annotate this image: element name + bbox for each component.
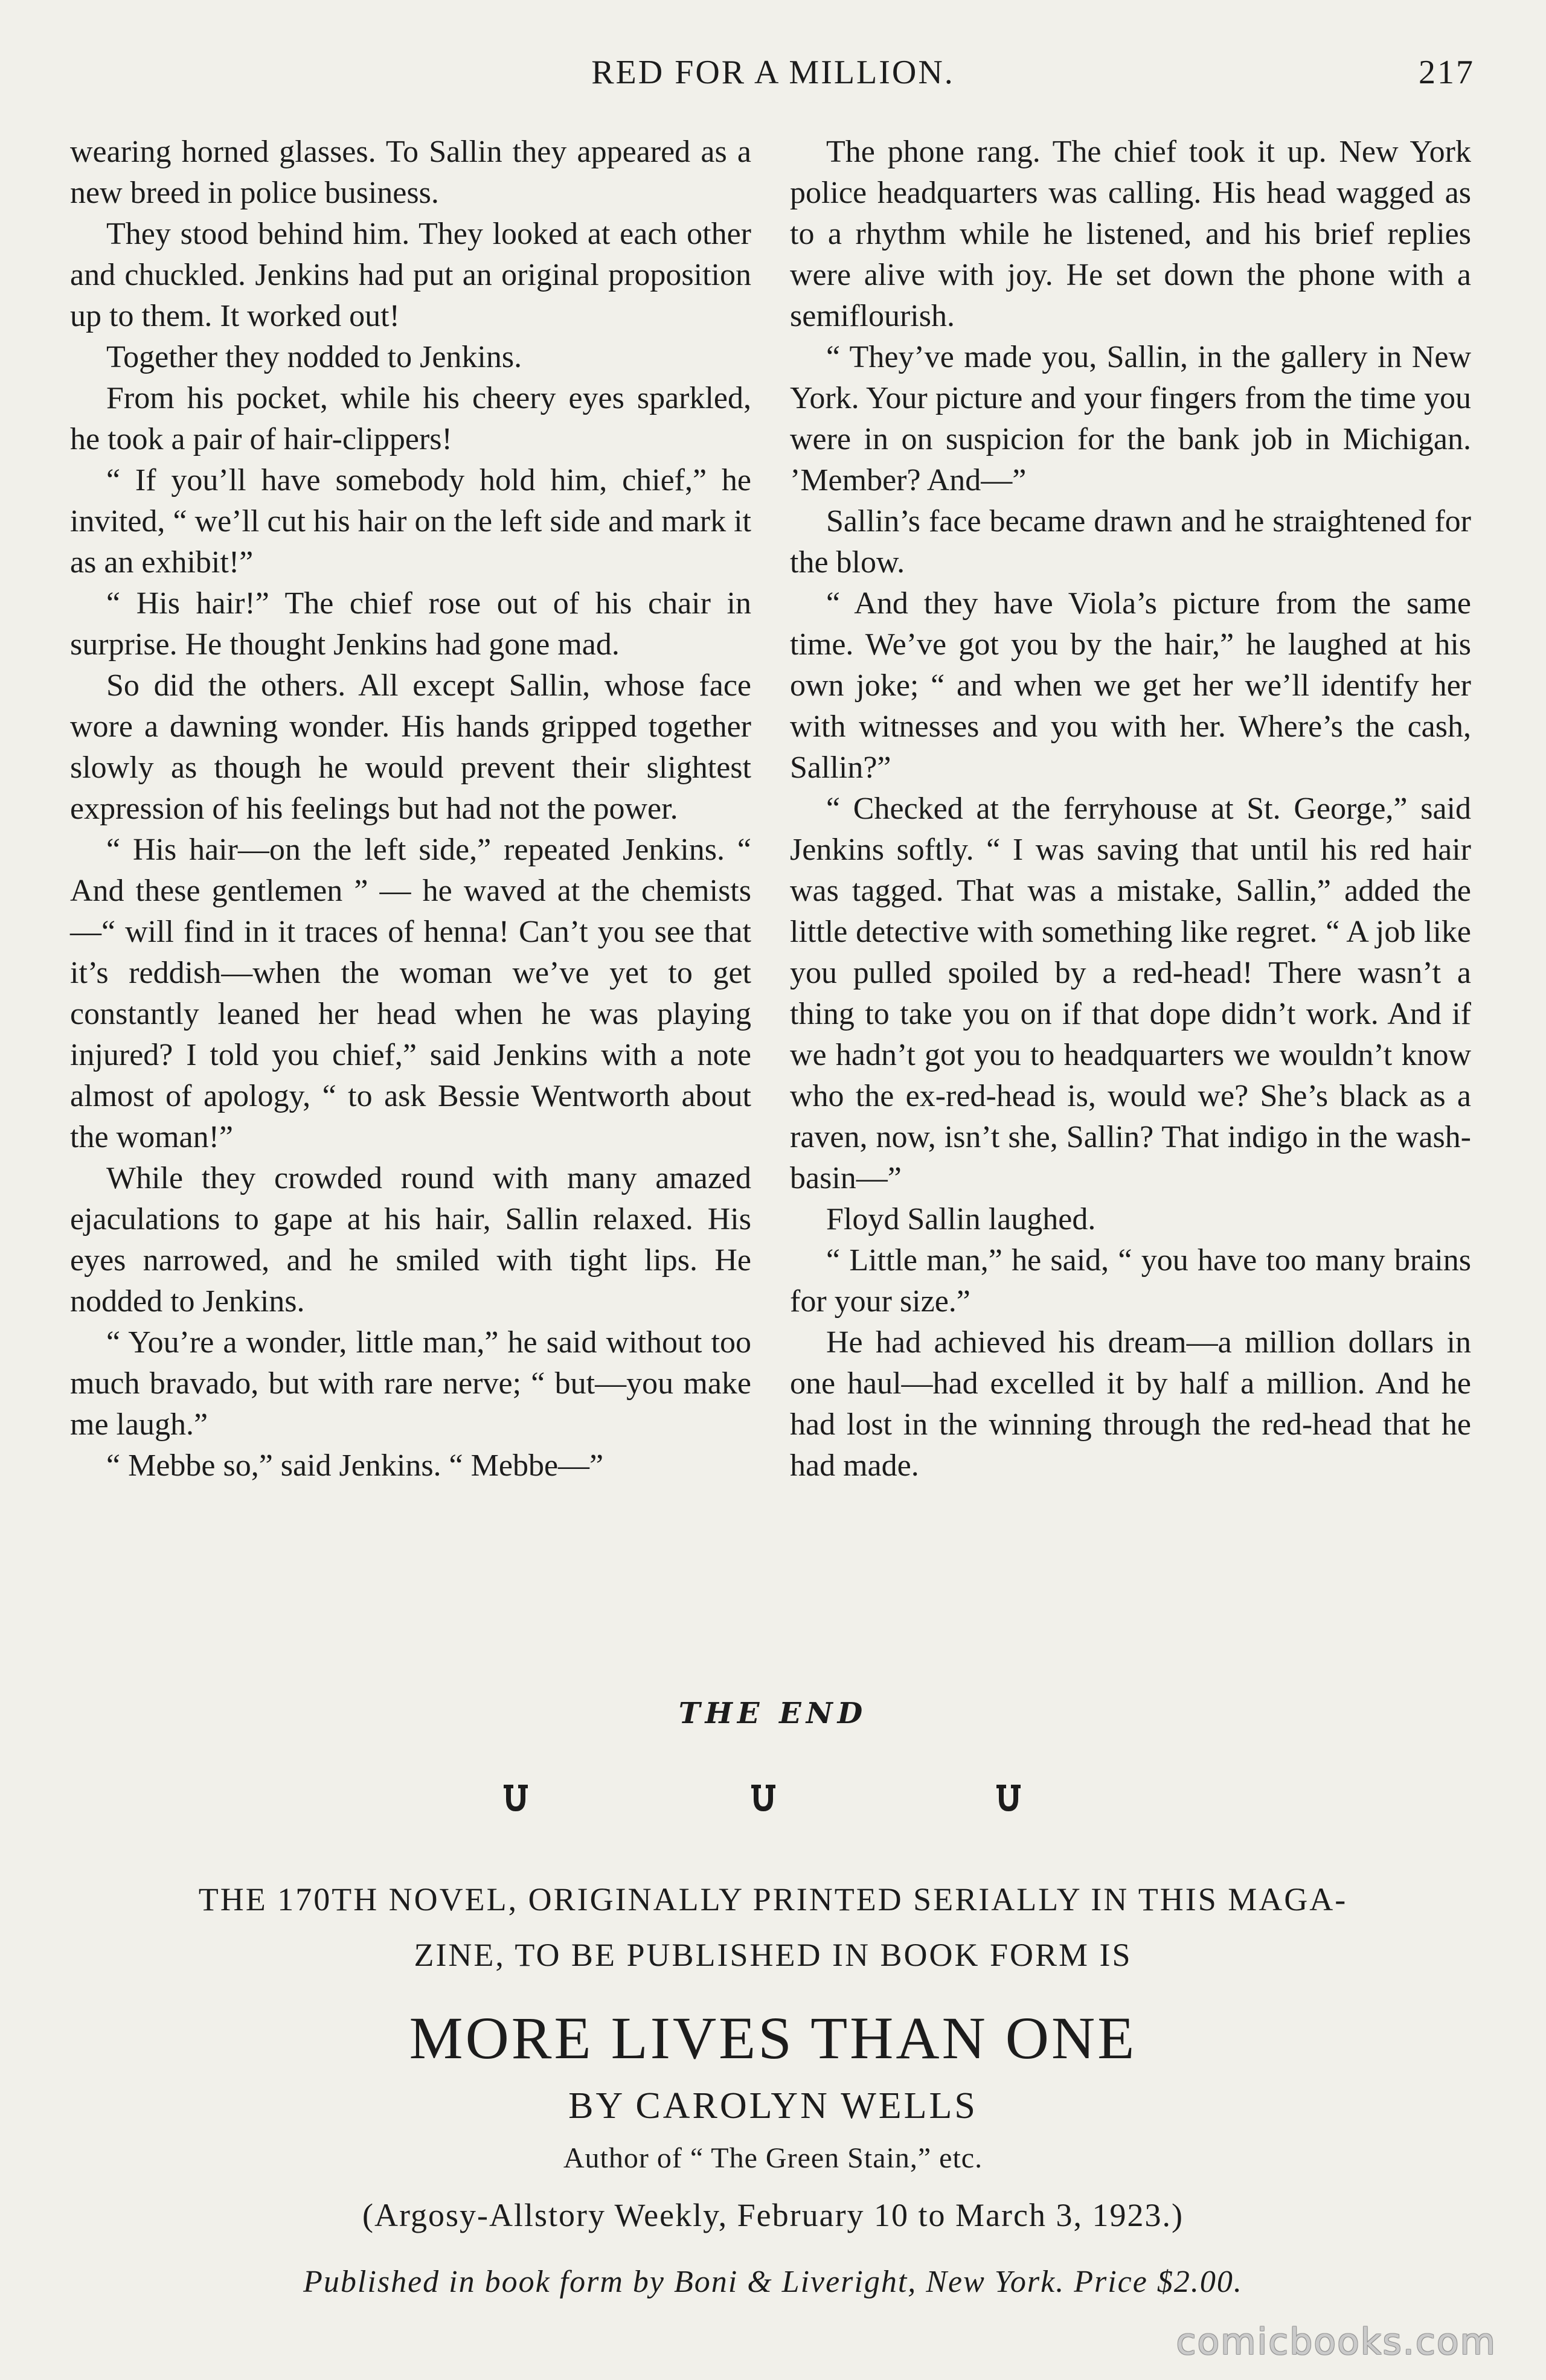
paragraph: “ Little man,” he said, “ you have too many brains for your size.” bbox=[790, 1243, 1471, 1319]
paragraph: The phone rang. The chief took it up. New York police headquarters was calling. His head wagged as to a rhythm while he listened, and his brief replies were alive with joy. He set down the phone with a semiflourish. bbox=[790, 135, 1471, 333]
left-column bbox=[70, 132, 751, 1486]
paragraph: While they crowded round with many amazed ejaculations to gape at his hair, Sallin relaxed. His eyes narrowed, and he smiled with tight lips. He nodded to Jenkins. bbox=[70, 1161, 751, 1319]
paragraph: “ Mebbe so,” said Jenkins. “ Mebbe—” bbox=[106, 1448, 604, 1483]
paragraph: He had achieved his dream—a million dollars in one haul—had excelled it by half a million. And he had lost in the winning through the red-head that he had made. bbox=[790, 1325, 1471, 1483]
horseshoe-icon bbox=[745, 1781, 781, 1817]
announcement-line-2: ZINE, TO BE PUBLISHED IN BOOK FORM IS bbox=[414, 1937, 1132, 1973]
horseshoe-icon bbox=[990, 1781, 1027, 1817]
announcement bbox=[0, 1872, 1546, 1983]
paragraph: Sallin’s face became drawn and he straightened for the blow. bbox=[790, 504, 1471, 580]
story-columns bbox=[70, 132, 1476, 1697]
paragraph: They stood behind him. They looked at each other and chuckled. Jenkins had put an original proposition up to them. It worked out! bbox=[70, 217, 751, 333]
paragraph: “ Checked at the ferryhouse at St. George,” said Jenkins softly. “ I was saving that until his red hair was tagged. That was a mistake, Sallin,” added the little detective with something like regret. “ A job like you pulled spoiled by a red-head! There wasn’t a thing to take you on if that dope didn’t work. And if we hadn’t got you to headquarters we wouldn’t know who the ex-red-head is, would we? She’s black as a raven, now, isn’t she, Sallin? That indigo in the wash-basin—” bbox=[790, 792, 1471, 1195]
watermark: comicbooks.com bbox=[1176, 2321, 1496, 2363]
running-head bbox=[71, 53, 1475, 101]
book-title: MORE LIVES THAN ONE bbox=[409, 2004, 1137, 2071]
announcement-line-1: THE 170TH NOVEL, ORIGINALLY PRINTED SERIALLY IN THIS MAGA- bbox=[198, 1881, 1348, 1918]
book-serial-dates: (Argosy-Allstory Weekly, February 10 to March 3, 1923.) bbox=[362, 2197, 1184, 2233]
page-number: 217 bbox=[1419, 54, 1475, 91]
paragraph: From his pocket, while his cheery eyes sparkled, he took a pair of hair-clippers! bbox=[70, 381, 751, 456]
the-end-heading: THE END bbox=[678, 1697, 868, 1730]
horseshoe-icon bbox=[498, 1781, 534, 1817]
paragraph: Floyd Sallin laughed. bbox=[826, 1202, 1096, 1236]
paragraph: wearing horned glasses. To Sallin they appeared as a new breed in police business. bbox=[70, 135, 751, 210]
paragraph: So did the others. All except Sallin, whose face wore a dawning wonder. His hands gripped together slowly as though he would prevent their slightest expression of his feelings but had not the power. bbox=[70, 668, 751, 826]
paragraph: “ His hair!” The chief rose out of his chair in surprise. He thought Jenkins had gone mad. bbox=[70, 586, 751, 662]
book-publisher: Published in book form by Boni & Liveright, New York. Price $2.00. bbox=[303, 2265, 1243, 2299]
paragraph: Together they nodded to Jenkins. bbox=[106, 340, 522, 374]
right-column bbox=[790, 132, 1471, 1486]
book-author: BY CAROLYN WELLS bbox=[568, 2085, 978, 2126]
paragraph: “ You’re a wonder, little man,” he said without too much bravado, but with rare nerve; “ but—you make me laugh.” bbox=[70, 1325, 751, 1442]
paragraph: “ His hair—on the left side,” repeated Jenkins. “ And these gentlemen ” — he waved at the chemists—“ will find in it traces of henna! Can’t you see that it’s reddish—when the woman we’ve yet to get constantly leaned her head when he was playing injured? I told you chief,” said Jenkins with a note almost of apology, “ to ask Bessie Wentworth about the woman!” bbox=[70, 833, 751, 1154]
ornament-row bbox=[0, 1781, 1546, 1829]
paragraph: “ And they have Viola’s picture from the same time. We’ve got you by the hair,” he laughed at his own joke; “ and when we get her we’ll identify her with witnesses and you with her. Where’s the cash, Sallin?” bbox=[790, 586, 1471, 785]
paragraph: “ They’ve made you, Sallin, in the gallery in New York. Your picture and your fingers from the time you were in on suspicion for the bank job in Michigan. ’Member? And—” bbox=[790, 340, 1471, 497]
paragraph: “ If you’ll have somebody hold him, chief,” he invited, “ we’ll cut his hair on the left side and mark it as an exhibit!” bbox=[70, 463, 751, 580]
running-title: RED FOR A MILLION. bbox=[591, 54, 955, 91]
book-credit: Author of “ The Green Stain,” etc. bbox=[563, 2142, 983, 2174]
